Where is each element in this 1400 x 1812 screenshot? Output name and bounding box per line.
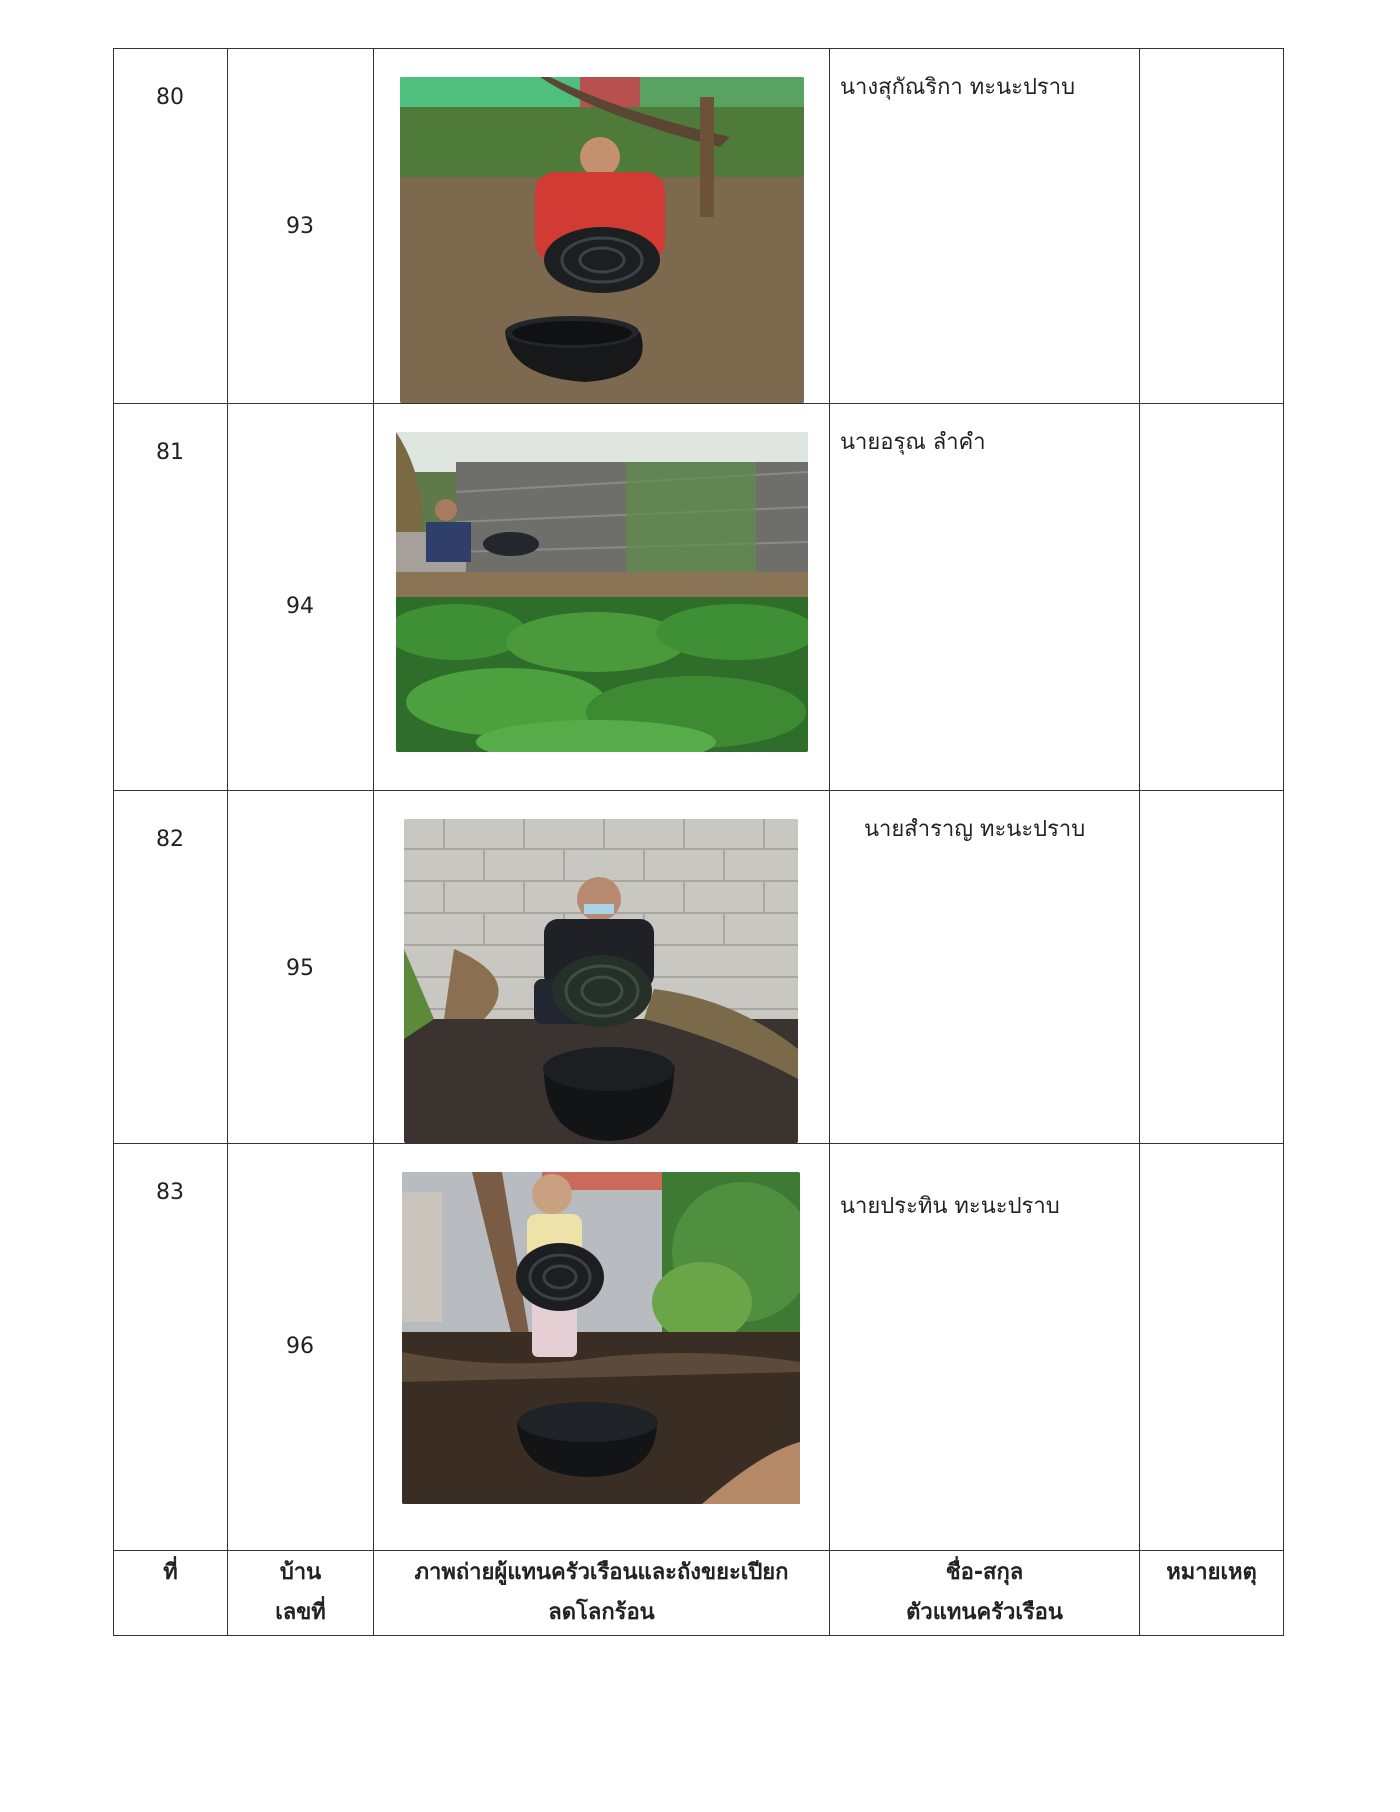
house-number: 94 <box>286 594 314 619</box>
house-no-cell <box>228 404 374 791</box>
header-seq-label: ที่ <box>163 1560 178 1585</box>
sequence-number: 81 <box>156 440 184 465</box>
note-cell <box>1140 404 1284 791</box>
household-photo <box>402 1172 800 1504</box>
household-photo <box>404 819 798 1143</box>
house-no-cell <box>228 791 374 1144</box>
table-row <box>114 49 1284 404</box>
note-cell <box>1140 49 1284 404</box>
photo-cell <box>374 49 830 404</box>
sequence-number: 80 <box>156 85 184 110</box>
header-note <box>1140 1551 1284 1636</box>
representative-name: นายอรุณ ลำคำ <box>840 430 986 455</box>
representative-name: นางสุกัณริกา ทะนะปราบ <box>840 75 1076 100</box>
household-photo <box>396 432 808 752</box>
name-cell <box>830 1144 1140 1551</box>
header-seq <box>114 1551 228 1636</box>
header-photo <box>374 1551 830 1636</box>
seq-cell <box>114 791 228 1144</box>
header-house-label-line2: เลขที่ <box>275 1600 326 1625</box>
header-name <box>830 1551 1140 1636</box>
photo-cell <box>374 791 830 1144</box>
note-cell <box>1140 791 1284 1144</box>
header-photo-label-line2: ลดโลกร้อน <box>548 1600 655 1625</box>
header-name-label-line1: ชื่อ-สกุล <box>945 1560 1024 1585</box>
header-name-label-line2: ตัวแทนครัวเรือน <box>906 1600 1063 1625</box>
seq-cell <box>114 404 228 791</box>
house-number: 96 <box>286 1334 314 1359</box>
table-row <box>114 404 1284 791</box>
table-header-row <box>114 1551 1284 1636</box>
sequence-number: 83 <box>156 1180 184 1205</box>
household-photo <box>400 77 804 403</box>
header-photo-label-line1: ภาพถ่ายผู้แทนครัวเรือนและถังขยะเปียก <box>414 1560 789 1585</box>
seq-cell <box>114 49 228 404</box>
photo-cell <box>374 1144 830 1551</box>
table-row <box>114 791 1284 1144</box>
sequence-number: 82 <box>156 827 184 852</box>
photo-cell <box>374 404 830 791</box>
house-number: 93 <box>286 214 314 239</box>
house-no-cell <box>228 1144 374 1551</box>
seq-cell <box>114 1144 228 1551</box>
house-number: 95 <box>286 956 314 981</box>
representative-name: นายประทิน ทะนะปราบ <box>840 1194 1060 1219</box>
house-no-cell <box>228 49 374 404</box>
name-cell <box>830 404 1140 791</box>
name-cell <box>830 791 1140 1144</box>
header-note-label: หมายเหตุ <box>1166 1560 1257 1585</box>
household-register-table <box>113 48 1284 1636</box>
name-cell <box>830 49 1140 404</box>
note-cell <box>1140 1144 1284 1551</box>
table-row <box>114 1144 1284 1551</box>
representative-name: นายสำราญ ทะนะปราบ <box>864 817 1086 842</box>
header-house-no <box>228 1551 374 1636</box>
header-house-label-line1: บ้าน <box>279 1560 322 1585</box>
